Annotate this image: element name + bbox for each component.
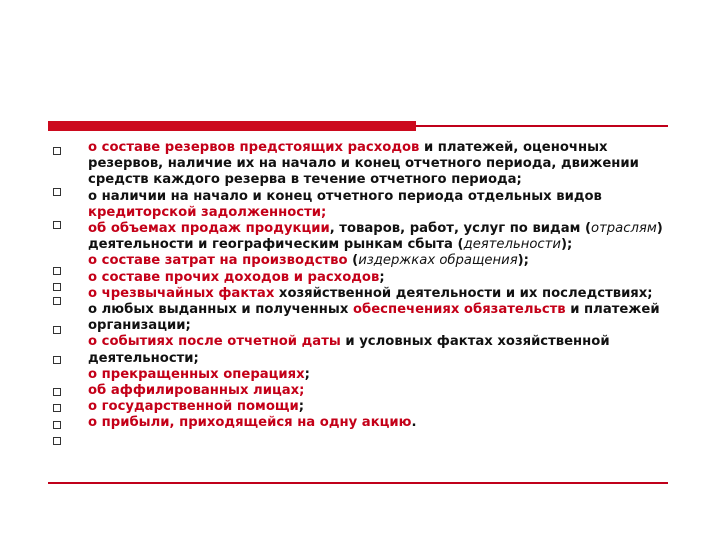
list-item xyxy=(88,367,668,383)
list-item-text: о составе затрат на производство xyxy=(88,253,348,269)
square-bullet-icon xyxy=(53,297,61,305)
list-item xyxy=(88,415,668,431)
list-item-text: о любых выданных и полученных xyxy=(88,302,353,318)
square-bullet-icon xyxy=(53,283,61,291)
list-item xyxy=(88,334,668,366)
list-item xyxy=(88,383,668,399)
square-bullet-icon xyxy=(53,356,61,364)
list-item xyxy=(88,270,668,286)
list-item-text: ) деятельности и географическим рынкам сбыта ( xyxy=(88,221,663,253)
top-accent-bar xyxy=(48,121,416,131)
bullet-column xyxy=(53,0,65,540)
list-item-text: отраслям xyxy=(591,221,657,237)
list-item-text: кредиторской задолженности; xyxy=(88,204,327,220)
list-item xyxy=(88,286,668,302)
list-item xyxy=(88,399,668,415)
list-item-text: ); xyxy=(517,253,529,269)
square-bullet-icon xyxy=(53,388,61,396)
list-item-text: ( xyxy=(347,253,359,269)
list-item xyxy=(88,253,668,269)
list-item xyxy=(88,302,668,334)
list-item-text: хозяйственной деятельности и их последствиях; xyxy=(274,285,653,301)
list-item-text: о прекращенных операциях xyxy=(88,366,305,382)
list-item-text: о наличии на начало и конец отчетного периода отдельных видов xyxy=(88,188,602,204)
list-item-text: , товаров, работ, услуг по видам ( xyxy=(329,221,591,237)
list-item-text: об аффилированных лицах; xyxy=(88,383,305,399)
square-bullet-icon xyxy=(53,188,61,196)
list-item-text: ); xyxy=(560,237,573,253)
disclosure-list xyxy=(88,140,668,432)
list-item-text: о чрезвычайных фактах xyxy=(88,285,275,301)
list-item-text: об объемах продаж продукции xyxy=(88,221,330,237)
square-bullet-icon xyxy=(53,221,61,229)
square-bullet-icon xyxy=(53,326,61,334)
square-bullet-icon xyxy=(53,404,61,412)
list-item-text: о прибыли, приходящейся на одну акцию xyxy=(88,415,412,431)
list-item-text: о составе прочих доходов и расходов xyxy=(88,269,380,285)
list-item-text: . xyxy=(411,415,417,431)
list-item xyxy=(88,189,668,221)
list-item-text: о государственной помощи xyxy=(88,399,299,415)
square-bullet-icon xyxy=(53,267,61,275)
list-item-text: деятельности xyxy=(463,237,561,253)
list-item-text: ; xyxy=(298,399,304,415)
list-item-text: о составе резервов предстоящих расходов xyxy=(88,140,420,155)
square-bullet-icon xyxy=(53,437,61,445)
list-item-text: и условных фактах хозяйственной деятельности; xyxy=(88,334,610,366)
list-item-text: ; xyxy=(379,269,385,285)
list-item xyxy=(88,140,668,189)
list-item-text: ; xyxy=(304,366,310,382)
bottom-divider-line xyxy=(48,482,668,484)
square-bullet-icon xyxy=(53,147,61,155)
list-item xyxy=(88,221,668,253)
list-item-text: о событиях после отчетной даты xyxy=(88,334,341,350)
list-item-text: издержках обращения xyxy=(358,253,518,269)
square-bullet-icon xyxy=(53,421,61,429)
list-item-text: обеспечениях обязательств xyxy=(352,302,566,318)
list-item-text: и платежей организации; xyxy=(88,302,660,334)
list-item-text: и платежей, оценочных резервов, наличие их на начало и конец отчетного периода, движении средств каждого резерва в течение отчетного периода; xyxy=(88,140,639,188)
